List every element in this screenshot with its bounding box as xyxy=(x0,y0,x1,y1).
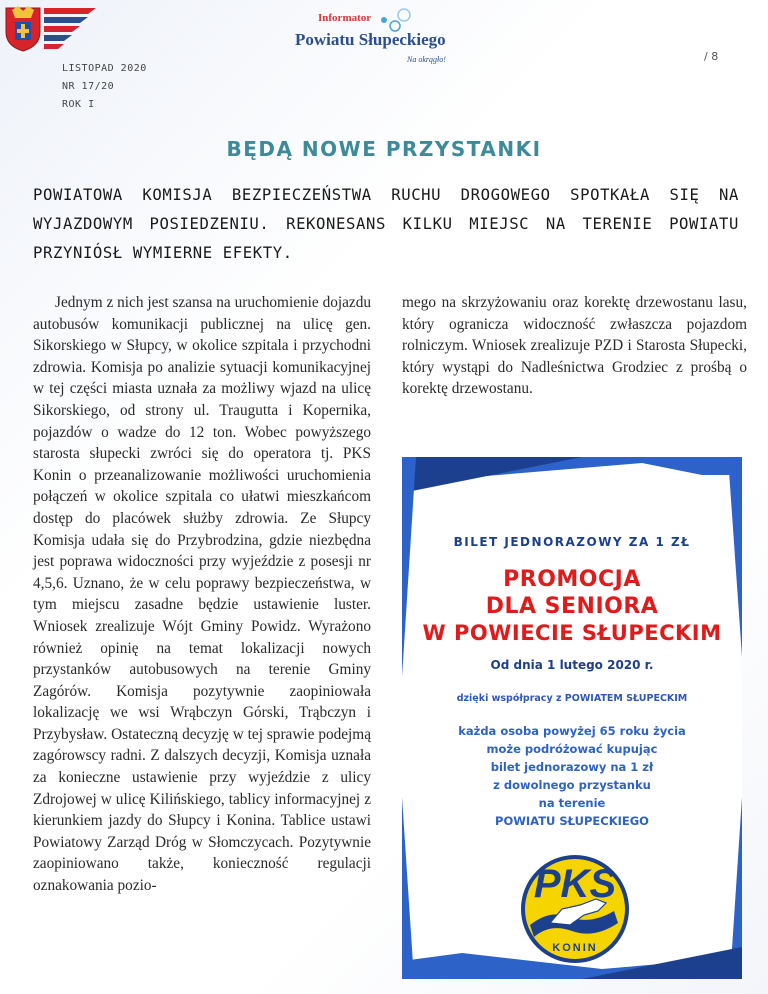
article-column-right: mego na skrzyżowaniu oraz korektę drzewostanu lasu, który ogranicza widoczność zwłaszcza pojazdom rolniczym. Wniosek zrealizuje PZD i Starosta Słupecki, który wystąpi do Nadleśnictwa Grodziec z prośbą o korektę drzewostanu. xyxy=(402,294,747,398)
issue-info xyxy=(62,60,147,114)
header-stripes-icon xyxy=(44,6,96,50)
promo-title-line2: DLA SENIORA xyxy=(485,594,659,619)
promo-title-line3: W POWIECIE SŁUPECKIM xyxy=(422,621,722,645)
pks-konin-logo xyxy=(510,839,640,969)
promo-body-line: z dowolnego przystanku xyxy=(493,778,651,792)
article-column-left: Jednym z nich jest szansa na uruchomienie dojazdu autobusów komunikacji publicznej na ulicę gen. Sikorskiego w Słupcy, w okolice szpitala i przychodni zdrowia. Komisja po analizie sytuacji komunikacyjnej w tej części miasta uznała za możliwy wjazd na ulicę Sikorskiego, od strony ul. Traugutta i Kopernika, pojazdów o wadze do 12 ton. Wobec powyższego starosta słupecki zwróci się do operatora tj. PKS Konin o przeanalizowanie możliwości uruchomienia połączeń w okolice szpitala co ułatwi mieszkańcom dostęp do placówek służby zdrowia. Ze Słupcy Komisja udała się do Przybrodzina, gdzie niezbędna jest poprawa widoczności przy wyjeździe z posesji nr 4,5,6. Uznano, że w celu poprawy bezpieczeństwa, w tym miejscu zasadne będzie ustawienie luster. Wniosek zrealizuje Wójt Gminy Powidz. Wyrażono również opinię na temat lokalizacji nowych przystanków autobusowych na terenie Gminy Zagórów. Komisja pozytywnie zaopiniowała lokalizację we wsi Wrąbczyn Górski, Trąbczyn i Przybysław. Ostateczną decyzję w tej sprawie podejmą zagórowscy radni. Z dalszych decyzji, Komisja uznała za konieczne ustawienie przy wyjeździe z ulicy Zdrojowej w ulicę Kilińskiego, tablicy informacyjnej z kierunkiem jazdy do Słupcy i Konina. Tablice ustawi Powiatowy Zarząd Dróg w Słomczycach. Pozytywnie zaopiniowano także, konieczność regulacji oznakowania pozio- xyxy=(33,294,371,895)
senior-promo-poster xyxy=(402,457,742,979)
promo-body-line: POWIATU SŁUPECKIEGO xyxy=(495,814,649,828)
brand-tagline: Na okrągło! xyxy=(407,55,446,64)
promo-body xyxy=(402,722,742,830)
issue-year: ROK I xyxy=(62,99,95,110)
promo-thanks: dzięki współpracy z POWIATEM SŁUPECKIM xyxy=(456,693,688,704)
promo-title-line1: PROMOCJA xyxy=(503,567,641,592)
article-lead: POWIATOWA KOMISJA BEZPIECZEŃSTWA RUCHU DROGOWEGO SPOTKAŁA SIĘ NA WYJAZDOWYM POSIEDZENIU. REKONESANS KILKU MIEJSC NA TERENIE POWIATU PRZYNIÓSŁ WYMIERNE EFEKTY. xyxy=(33,186,739,262)
pks-logo-text: PKS xyxy=(533,862,617,906)
brand-title: Powiatu Słupeckiego xyxy=(295,30,446,49)
promo-body-line: bilet jednorazowy na 1 zł xyxy=(490,760,654,774)
brand-top-text: Informator xyxy=(318,12,372,24)
issue-month: LISTOPAD 2020 xyxy=(62,63,147,74)
issue-number: NR 17/20 xyxy=(62,81,115,92)
pks-logo-subtext: KONIN xyxy=(552,942,598,954)
promo-ticket-label: BILET JEDNORAZOWY ZA 1 ZŁ xyxy=(453,535,691,549)
promo-body-line: każda osoba powyżej 65 roku życia xyxy=(458,724,686,738)
county-crest-icon xyxy=(4,4,42,52)
promo-date: Od dnia 1 lutego 2020 r. xyxy=(490,658,654,672)
article-headline: BĘDĄ NOWE PRZYSTANKI xyxy=(226,137,542,161)
promo-body-line: może podróżować kupując xyxy=(486,742,658,756)
page-number: / 8 xyxy=(704,50,719,63)
promo-body-line: na terenie xyxy=(538,796,606,810)
